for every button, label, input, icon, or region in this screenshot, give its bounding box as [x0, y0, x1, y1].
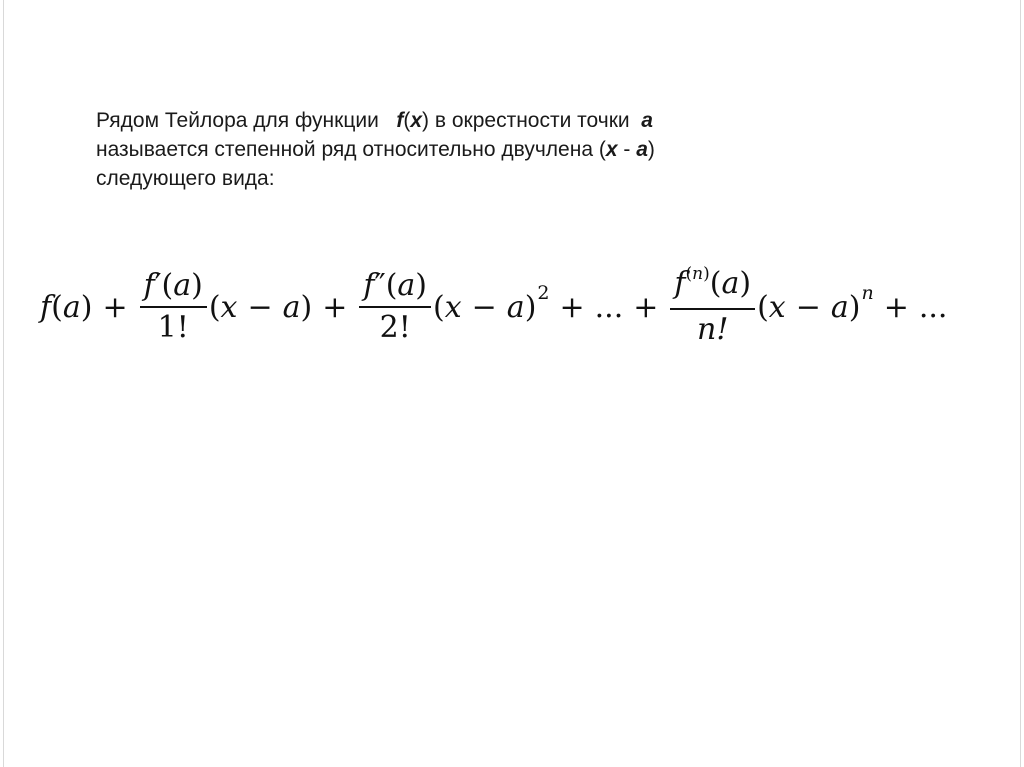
- fraction-2-a: a: [397, 268, 416, 303]
- fraction-1-numerator: [140, 269, 207, 306]
- fraction-n-numerator: [670, 264, 755, 308]
- fraction-n-a: a: [721, 266, 740, 301]
- definition-text: [96, 106, 836, 193]
- fraction-1-lparen: (: [161, 268, 174, 303]
- fraction-2-lparen: (: [385, 268, 398, 303]
- fraction-2-denominator: 2!: [379, 310, 411, 345]
- slide-left-border: [3, 0, 4, 767]
- binomial-close: ): [647, 138, 655, 161]
- termn-rparen: ): [848, 289, 861, 325]
- fraction-2: [359, 269, 431, 345]
- fraction-n-order-rparen: ): [703, 264, 710, 284]
- term1-rparen: ): [300, 289, 313, 325]
- term2-rparen: ): [524, 289, 537, 325]
- point-a: a: [641, 109, 653, 132]
- fraction-n-lparen: (: [709, 266, 722, 301]
- plus-5: +: [883, 289, 909, 325]
- term1-minus: −: [247, 289, 273, 325]
- fraction-n-order-lparen: (: [685, 264, 693, 284]
- term1-a: a: [282, 289, 301, 325]
- term1-lparen: (: [208, 289, 221, 325]
- term1-x: x: [220, 289, 238, 325]
- term2-exponent: 2: [537, 282, 550, 304]
- binomial-minus: -: [617, 138, 637, 161]
- definition-line-2: [96, 135, 836, 164]
- termn-x: x: [768, 289, 786, 325]
- term2-lparen: (: [433, 289, 445, 325]
- fraction-2-prime: ″: [374, 268, 386, 303]
- termn-minus: −: [795, 289, 821, 325]
- binomial-a: a: [636, 138, 648, 161]
- fraction-1-denominator: 1!: [157, 310, 189, 345]
- fraction-1: [140, 269, 207, 345]
- term2-minus: −: [471, 289, 497, 325]
- binomial-x: x: [605, 138, 618, 161]
- ellipsis-middle: ...: [594, 289, 624, 325]
- fraction-2-rparen: ): [415, 268, 428, 303]
- fraction-2-numerator: [359, 269, 431, 306]
- termn-lparen: (: [757, 289, 769, 325]
- fraction-n-order: [686, 264, 710, 284]
- ellipsis-trailing: ...: [918, 289, 948, 325]
- plus-1: +: [102, 289, 128, 325]
- term2-a: a: [506, 289, 525, 325]
- fraction-2-f: f: [363, 268, 375, 303]
- fraction-1-prime: ′: [154, 268, 162, 303]
- definition-line-3: следующего вида:: [96, 167, 275, 190]
- variable-x: x: [410, 109, 423, 132]
- fraction-1-a: a: [173, 268, 192, 303]
- termn-a: a: [830, 289, 849, 325]
- definition-line-1-text: Рядом Тейлора для функции: [96, 109, 385, 132]
- function-f: f: [396, 109, 404, 132]
- fraction-n-rparen: ): [739, 266, 752, 301]
- term0-f: f: [40, 289, 52, 325]
- definition-line-1: [96, 106, 836, 135]
- fraction-n: [670, 264, 755, 347]
- term2-x: x: [444, 289, 462, 325]
- term0-a: a: [62, 289, 81, 325]
- term0-lparen: (: [51, 289, 63, 325]
- fraction-n-order-n: n: [692, 264, 704, 284]
- fraction-n-f: f: [674, 266, 686, 301]
- taylor-series-formula: [40, 262, 1000, 352]
- term0-rparen: ): [80, 289, 93, 325]
- plus-3: +: [559, 289, 585, 325]
- paren-open: (: [403, 109, 411, 132]
- fraction-1-rparen: ): [191, 268, 203, 303]
- fraction-1-f: f: [143, 268, 155, 303]
- slide-right-border: [1020, 0, 1021, 767]
- plus-2: +: [322, 289, 348, 325]
- definition-line-1-tail: ) в окрестности точки: [422, 109, 636, 132]
- fraction-n-denominator: n!: [697, 312, 729, 347]
- definition-line-2-text: называется степенной ряд относительно двучлена (: [96, 138, 606, 161]
- plus-4: +: [633, 289, 659, 325]
- termn-exponent: n: [861, 282, 874, 304]
